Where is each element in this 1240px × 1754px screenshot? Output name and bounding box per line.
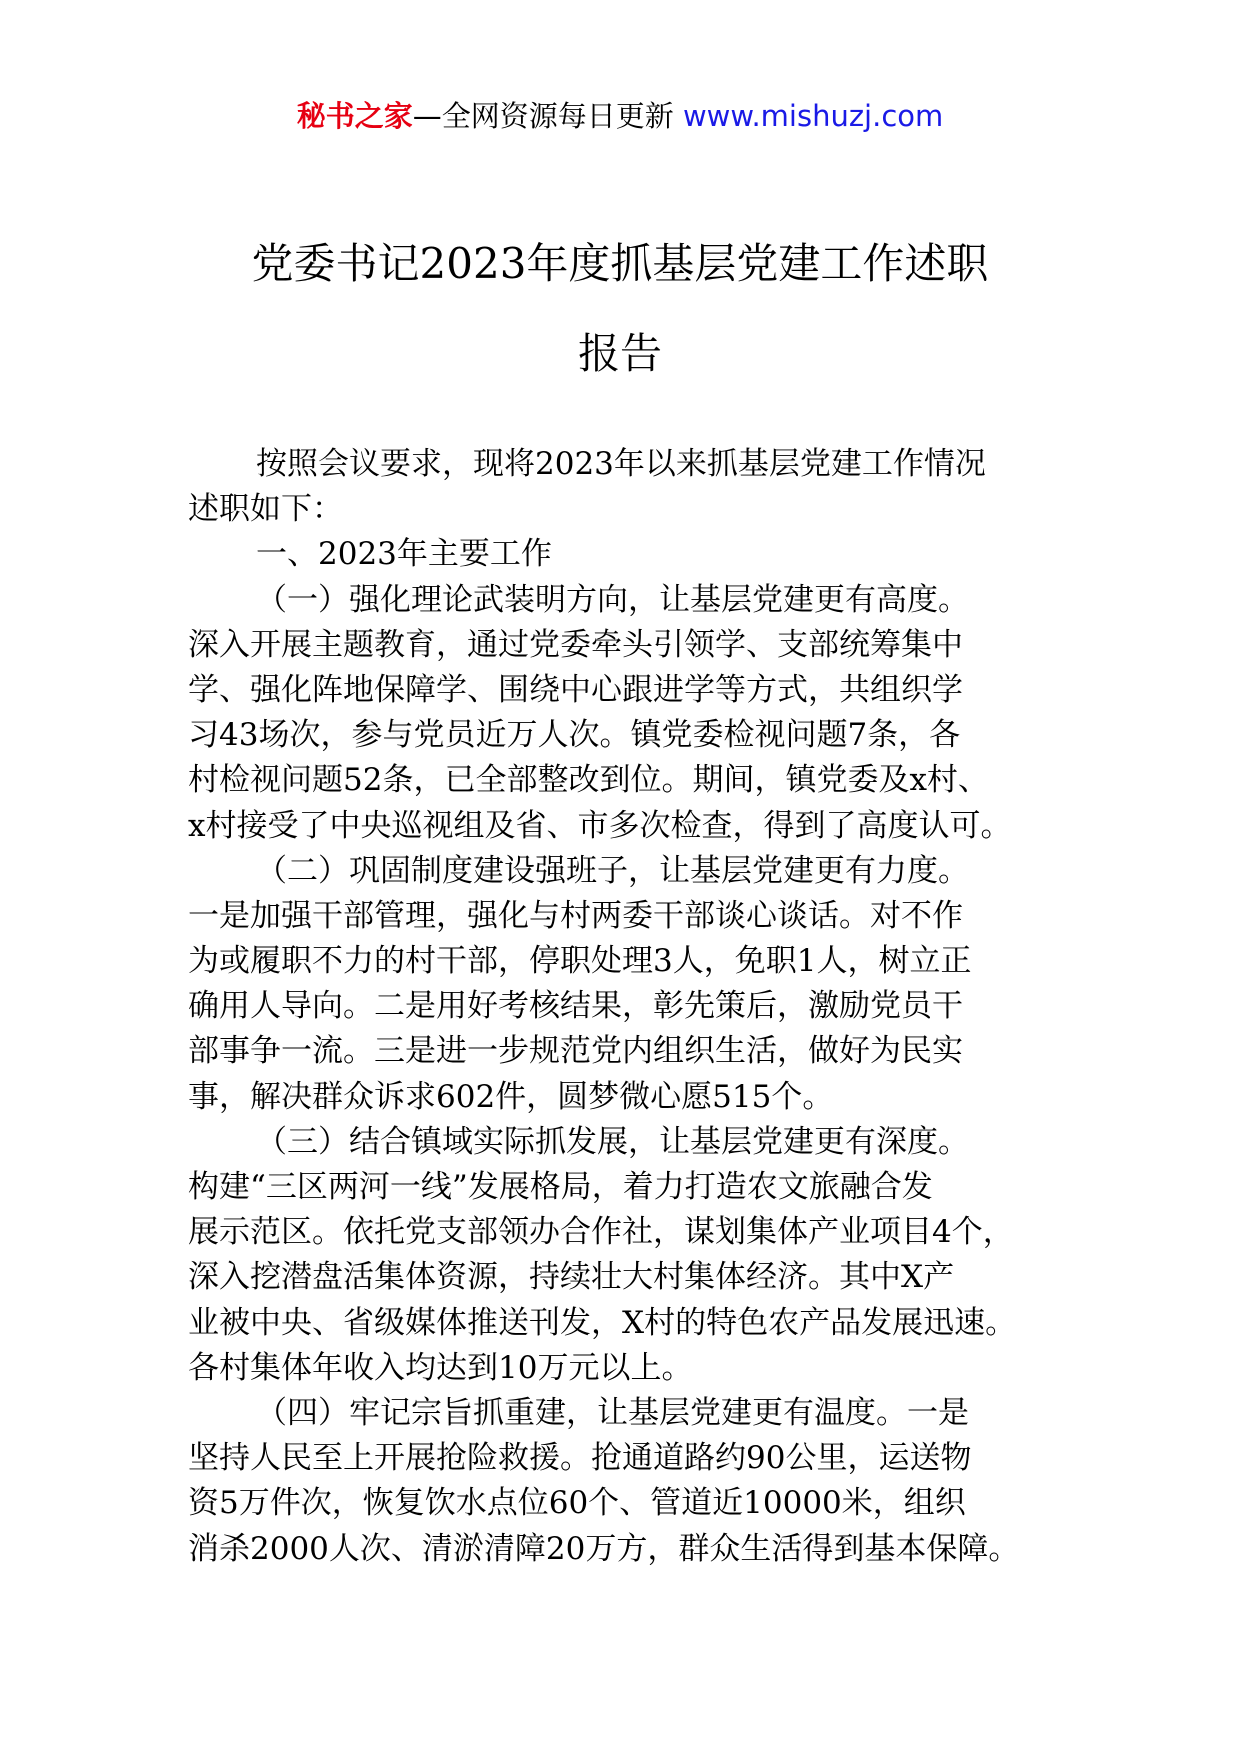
body-line: 业被中央、省级媒体推送刊发，X村的特色农产品发展迅速。 [188, 1304, 1017, 1341]
subsection-heading: （一）强化理论武装明方向，让基层党建更有高度。 [256, 581, 969, 618]
subsection-heading: （四）牢记宗旨抓重建，让基层党建更有温度。一是 [256, 1394, 969, 1431]
body-line: 各村集体年收入均达到10万元以上。 [188, 1349, 693, 1386]
body-line: 确用人导向。二是用好考核结果，彰先策后，激励党员干 [188, 988, 963, 1025]
document-title-line-1: 党委书记2023年度抓基层党建工作述职 [251, 239, 989, 288]
body-line: 深入开展主题教育，通过党委牵头引领学、支部统筹集中 [188, 626, 963, 663]
body-line: 部事争一流。三是进一步规范党内组织生活，做好为民实 [188, 1033, 963, 1070]
body-line: 习43场次，参与党员近万人次。镇党委检视问题7条，各 [188, 717, 961, 754]
body-line: 深入挖潜盘活集体资源，持续壮大村集体经济。其中X产 [188, 1259, 955, 1296]
body-line: 为或履职不力的村干部，停职处理3人，免职1人，树立正 [188, 943, 972, 980]
body-line: 学、强化阵地保障学、围绕中心跟进学等方式，共组织学 [188, 671, 963, 708]
site-url-link[interactable]: www.mishuzj.com [682, 99, 944, 133]
header-slogan: —全网资源每日更新 [412, 99, 674, 133]
subsection-heading: （二）巩固制度建设强班子，让基层党建更有力度。 [256, 852, 969, 889]
subsection-heading: （三）结合镇域实际抓发展，让基层党建更有深度。 [256, 1123, 969, 1160]
body-line: x村接受了中央巡视组及省、市多次检查，得到了高度认可。 [188, 807, 1012, 844]
body-line: 按照会议要求，现将2023年以来抓基层党建工作情况 [256, 446, 986, 482]
body-line: 述职如下： [188, 491, 343, 528]
body-line: 事，解决群众诉求602件，圆梦微心愿515个。 [188, 1078, 834, 1115]
document-body [188, 442, 1088, 1572]
body-line: 坚持人民至上开展抢险救援。抢通道路约90公里，运送物 [188, 1440, 972, 1477]
body-line: 村检视问题52条，已全部整改到位。期间，镇党委及x村、 [188, 762, 989, 799]
brand-name: 秘书之家 [296, 99, 413, 133]
body-line: 消杀2000人次、清淤清障20万方，群众生活得到基本保障。 [188, 1530, 1020, 1567]
body-line: 展示范区。依托党支部领办合作社，谋划集体产业项目4个， [188, 1214, 1014, 1251]
document-title-line-2: 报告 [577, 329, 662, 378]
body-line: 资5万件次，恢复饮水点位60个、管道近10000米，组织 [188, 1485, 966, 1522]
body-line: 一是加强干部管理，强化与村两委干部谈心谈话。对不作 [188, 897, 963, 934]
site-header [0, 96, 1240, 136]
section-heading: 一、2023年主要工作 [256, 536, 552, 573]
body-line: 构建“三区两河一线”发展格局，着力打造农文旅融合发 [188, 1169, 933, 1205]
